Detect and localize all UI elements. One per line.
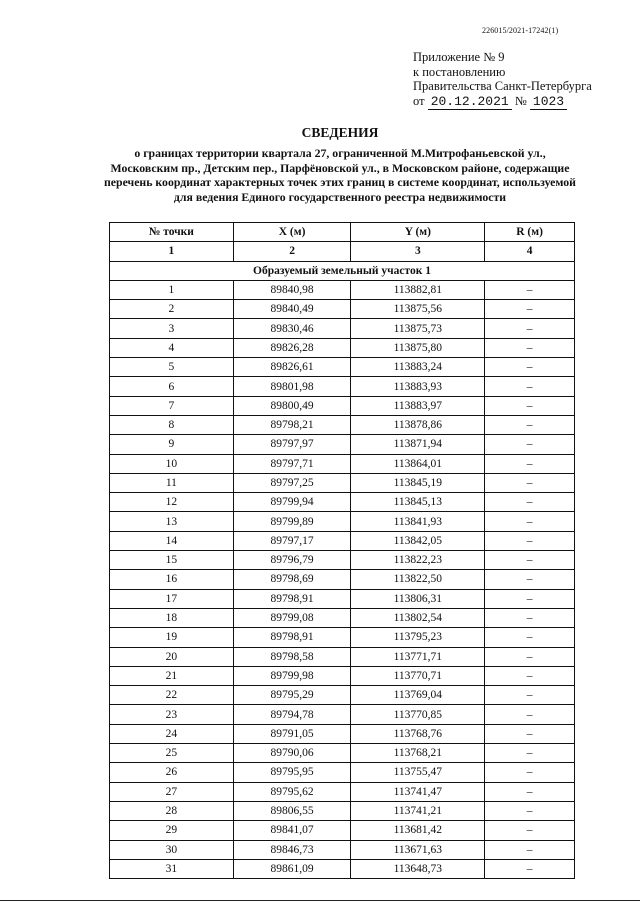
appendix-line-3: Правительства Санкт-Петербурга [413,79,592,93]
x-cell: 89790,06 [233,744,351,763]
y-cell: 113681,42 [351,821,485,840]
table-row [110,782,575,801]
y-cell: 113741,47 [351,782,485,801]
x-cell: 89797,25 [233,473,351,492]
table-row [110,551,575,570]
point-number-cell: 8 [110,415,234,434]
number-prefix: № [514,93,527,108]
table-row [110,570,575,589]
r-cell: – [485,396,575,415]
r-cell: – [485,570,575,589]
x-cell: 89799,98 [233,666,351,685]
y-cell: 113875,56 [351,300,485,319]
point-number-cell: 6 [110,377,234,396]
x-cell: 89799,94 [233,493,351,512]
x-cell: 89791,05 [233,724,351,743]
table-row [110,744,575,763]
y-cell: 113795,23 [351,628,485,647]
column-number: 2 [233,242,351,261]
y-cell: 113671,63 [351,840,485,859]
point-number-cell: 24 [110,724,234,743]
point-number-cell: 7 [110,396,234,415]
r-cell: – [485,608,575,627]
table-row [110,300,575,319]
point-number-cell: 30 [110,840,234,859]
y-cell: 113769,04 [351,686,485,705]
document-heading [60,125,620,204]
r-cell: – [485,338,575,357]
y-cell: 113875,73 [351,319,485,338]
date-prefix: от [413,93,425,108]
r-cell: – [485,493,575,512]
point-number-cell: 28 [110,801,234,820]
heading-line-4: для ведения Единого государственного реестра недвижимости [173,189,507,204]
r-cell: – [485,473,575,492]
r-cell: – [485,724,575,743]
y-cell: 113845,19 [351,473,485,492]
r-cell: – [485,551,575,570]
point-number-cell: 29 [110,821,234,840]
table-row [110,686,575,705]
r-cell: – [485,319,575,338]
x-cell: 89801,98 [233,377,351,396]
x-cell: 89840,98 [233,280,351,299]
x-cell: 89800,49 [233,396,351,415]
appendix-line-1: Приложение № 9 [413,50,505,64]
table-row [110,435,575,454]
x-cell: 89830,46 [233,319,351,338]
r-cell: – [485,744,575,763]
point-number-cell: 4 [110,338,234,357]
x-cell: 89841,07 [233,821,351,840]
table-row [110,608,575,627]
table-row [110,415,575,434]
point-number-cell: 22 [110,686,234,705]
x-cell: 89840,49 [233,300,351,319]
coordinates-table-body [110,242,575,879]
y-cell: 113883,93 [351,377,485,396]
point-number-cell: 9 [110,435,234,454]
point-number-cell: 31 [110,859,234,878]
r-cell: – [485,840,575,859]
r-cell: – [485,821,575,840]
x-cell: 89798,58 [233,647,351,666]
y-cell: 113842,05 [351,531,485,550]
y-cell: 113770,71 [351,666,485,685]
table-row [110,840,575,859]
table-row [110,628,575,647]
bottom-edge-line [0,900,640,901]
table-header-row [110,223,575,242]
y-cell: 113770,85 [351,705,485,724]
table-row [110,338,575,357]
table-row [110,473,575,492]
heading-line-3: перечень координат характерных точек этих границ в системе координат, используемой [104,175,576,189]
x-cell: 89796,79 [233,551,351,570]
point-number-cell: 2 [110,300,234,319]
table-row [110,396,575,415]
x-cell: 89826,28 [233,338,351,357]
section-title: Образуемый земельный участок 1 [110,261,575,280]
y-cell: 113755,47 [351,763,485,782]
header-point-number: № точки [110,223,234,242]
header-x: X (м) [233,223,351,242]
decree-date: 20.12.2021 [428,94,512,110]
x-cell: 89799,08 [233,608,351,627]
y-cell: 113822,23 [351,551,485,570]
r-cell: – [485,859,575,878]
point-number-cell: 3 [110,319,234,338]
y-cell: 113741,21 [351,801,485,820]
r-cell: – [485,415,575,434]
table-row [110,358,575,377]
x-cell: 89795,29 [233,686,351,705]
table-row [110,821,575,840]
document-number: 226015/2021-17242(1) [482,26,559,35]
table-row [110,801,575,820]
table-row [110,512,575,531]
table-row [110,377,575,396]
r-cell: – [485,647,575,666]
x-cell: 89846,73 [233,840,351,859]
r-cell: – [485,454,575,473]
x-cell: 89861,09 [233,859,351,878]
table-row [110,454,575,473]
y-cell: 113883,24 [351,358,485,377]
table-row [110,666,575,685]
table-row [110,280,575,299]
y-cell: 113882,81 [351,280,485,299]
y-cell: 113864,01 [351,454,485,473]
table-row [110,531,575,550]
y-cell: 113806,31 [351,589,485,608]
y-cell: 113878,86 [351,415,485,434]
point-number-cell: 18 [110,608,234,627]
point-number-cell: 15 [110,551,234,570]
point-number-cell: 21 [110,666,234,685]
column-number: 3 [351,242,485,261]
point-number-cell: 10 [110,454,234,473]
y-cell: 113871,94 [351,435,485,454]
heading-line-1: о границах территории квартала 27, ограниченной М.Митрофаньевской ул., [134,146,546,160]
r-cell: – [485,686,575,705]
r-cell: – [485,377,575,396]
point-number-cell: 26 [110,763,234,782]
x-cell: 89795,95 [233,763,351,782]
point-number-cell: 14 [110,531,234,550]
x-cell: 89794,78 [233,705,351,724]
y-cell: 113802,54 [351,608,485,627]
document-title: СВЕДЕНИЯ [301,125,379,140]
table-row [110,705,575,724]
r-cell: – [485,512,575,531]
table-row [110,589,575,608]
y-cell: 113841,93 [351,512,485,531]
point-number-cell: 27 [110,782,234,801]
point-number-cell: 12 [110,493,234,512]
point-number-cell: 17 [110,589,234,608]
r-cell: – [485,801,575,820]
appendix-block [413,50,592,109]
table-row [110,724,575,743]
x-cell: 89798,91 [233,589,351,608]
r-cell: – [485,763,575,782]
point-number-cell: 25 [110,744,234,763]
r-cell: – [485,280,575,299]
y-cell: 113768,21 [351,744,485,763]
point-number-cell: 19 [110,628,234,647]
y-cell: 113822,50 [351,570,485,589]
x-cell: 89798,69 [233,570,351,589]
r-cell: – [485,628,575,647]
point-number-cell: 16 [110,570,234,589]
x-cell: 89826,61 [233,358,351,377]
y-cell: 113845,13 [351,493,485,512]
point-number-cell: 1 [110,280,234,299]
y-cell: 113648,73 [351,859,485,878]
y-cell: 113875,80 [351,338,485,357]
r-cell: – [485,782,575,801]
table-row [110,647,575,666]
x-cell: 89797,97 [233,435,351,454]
r-cell: – [485,300,575,319]
point-number-cell: 13 [110,512,234,531]
point-number-cell: 5 [110,358,234,377]
y-cell: 113771,71 [351,647,485,666]
header-y: Y (м) [351,223,485,242]
column-number: 4 [485,242,575,261]
y-cell: 113768,76 [351,724,485,743]
table-row [110,319,575,338]
column-number-row [110,242,575,261]
column-number: 1 [110,242,234,261]
x-cell: 89806,55 [233,801,351,820]
x-cell: 89798,91 [233,628,351,647]
section-row [110,261,575,280]
appendix-date-line [413,94,592,110]
point-number-cell: 11 [110,473,234,492]
x-cell: 89798,21 [233,415,351,434]
r-cell: – [485,705,575,724]
x-cell: 89797,17 [233,531,351,550]
table-row [110,859,575,878]
r-cell: – [485,666,575,685]
x-cell: 89797,71 [233,454,351,473]
point-number-cell: 20 [110,647,234,666]
coordinates-table [109,222,575,879]
decree-number: 1023 [530,94,567,110]
appendix-line-2: к постановлению [413,64,506,79]
header-r: R (м) [485,223,575,242]
heading-line-2: Московским пр., Детским пер., Парфёновской ул., в Московском районе, содержащие [110,160,570,175]
table-row [110,763,575,782]
x-cell: 89799,89 [233,512,351,531]
r-cell: – [485,589,575,608]
x-cell: 89795,62 [233,782,351,801]
r-cell: – [485,435,575,454]
r-cell: – [485,531,575,550]
r-cell: – [485,358,575,377]
point-number-cell: 23 [110,705,234,724]
table-row [110,493,575,512]
y-cell: 113883,97 [351,396,485,415]
